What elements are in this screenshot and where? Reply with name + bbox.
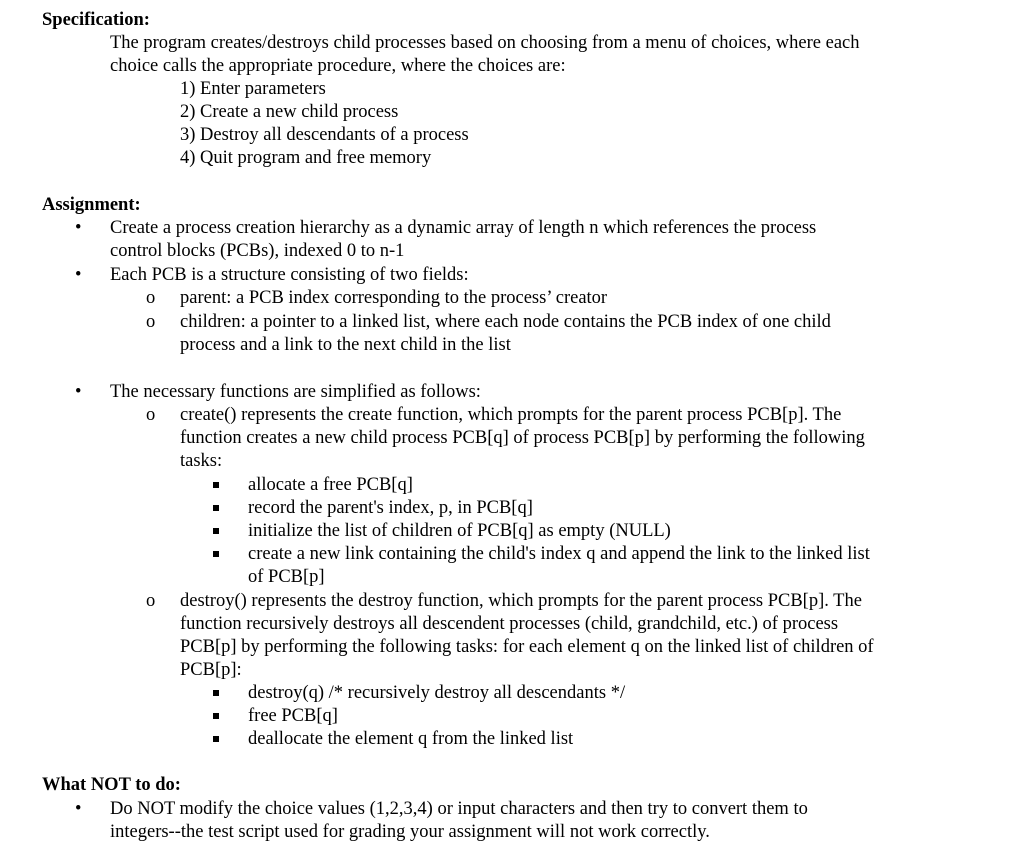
choice-item: 3) Destroy all descendants of a process xyxy=(180,125,469,145)
destroy-task: free PCB[q] xyxy=(248,706,338,726)
square-bullet-marker xyxy=(213,713,219,719)
assignment-bullet-1-line-1: Create a process creation hierarchy as a dynamic array of length n which references the process xyxy=(110,218,817,238)
circle-marker: o xyxy=(146,405,156,425)
destroy-desc-line-4: PCB[p]: xyxy=(180,660,242,680)
create-desc-line-2: function creates a new child process PCB[q] of process PCB[p] by performing the following xyxy=(180,428,865,448)
square-bullet-marker xyxy=(213,551,219,557)
create-task: allocate a free PCB[q] xyxy=(248,475,413,495)
assignment-heading: Assignment: xyxy=(42,195,141,215)
circle-marker: o xyxy=(146,288,156,308)
pcb-field-children-line-2: process and a link to the next child in the list xyxy=(180,335,511,355)
choice-item: 1) Enter parameters xyxy=(180,79,326,99)
spec-intro-line-2: choice calls the appropriate procedure, where the choices are: xyxy=(110,56,566,76)
pcb-field-children-line-1: children: a pointer to a linked list, where each node contains the PCB index of one child xyxy=(180,312,831,332)
choice-item: 4) Quit program and free memory xyxy=(180,148,432,168)
pcb-field-parent: parent: a PCB index corresponding to the process’ creator xyxy=(180,288,608,308)
not-to-do-heading: What NOT to do: xyxy=(42,775,181,795)
spec-intro-line-1: The program creates/destroys child processes based on choosing from a menu of choices, where each xyxy=(110,33,860,53)
not-to-do-line-2: integers--the test script used for grading your assignment will not work correctly. xyxy=(110,822,710,842)
create-task-continuation: of PCB[p] xyxy=(248,567,325,587)
bullet-marker: • xyxy=(75,799,82,819)
assignment-bullet-2: Each PCB is a structure consisting of two fields: xyxy=(110,265,469,285)
circle-marker: o xyxy=(146,591,156,611)
square-bullet-marker xyxy=(213,736,219,742)
create-desc-line-3: tasks: xyxy=(180,451,223,471)
choice-item: 2) Create a new child process xyxy=(180,102,399,122)
bullet-marker: • xyxy=(75,218,82,238)
destroy-desc-line-3: PCB[p] by performing the following tasks: for each element q on the linked list of children of xyxy=(180,637,874,657)
square-bullet-marker xyxy=(213,690,219,696)
bullet-marker: • xyxy=(75,265,82,285)
bullet-marker: • xyxy=(75,382,82,402)
destroy-desc-line-1: destroy() represents the destroy function, which prompts for the parent process PCB[p]. The xyxy=(180,591,862,611)
circle-marker: o xyxy=(146,312,156,332)
destroy-task: destroy(q) /* recursively destroy all descendants */ xyxy=(248,683,626,703)
assignment-bullet-3: The necessary functions are simplified as follows: xyxy=(110,382,481,402)
create-desc-line-1: create() represents the create function, which prompts for the parent process PCB[p]. The xyxy=(180,405,842,425)
square-bullet-marker xyxy=(213,505,219,511)
square-bullet-marker xyxy=(213,528,219,534)
not-to-do-line-1: Do NOT modify the choice values (1,2,3,4) or input characters and then try to convert them to xyxy=(110,799,808,819)
specification-heading: Specification: xyxy=(42,10,150,30)
assignment-bullet-1-line-2: control blocks (PCBs), indexed 0 to n-1 xyxy=(110,241,405,261)
destroy-task: deallocate the element q from the linked list xyxy=(248,729,574,749)
destroy-desc-line-2: function recursively destroys all descendent processes (child, grandchild, etc.) of process xyxy=(180,614,839,634)
create-task: record the parent's index, p, in PCB[q] xyxy=(248,498,533,518)
create-task: create a new link containing the child's index q and append the link to the linked list xyxy=(248,544,870,564)
square-bullet-marker xyxy=(213,482,219,488)
create-task: initialize the list of children of PCB[q] as empty (NULL) xyxy=(248,521,671,541)
